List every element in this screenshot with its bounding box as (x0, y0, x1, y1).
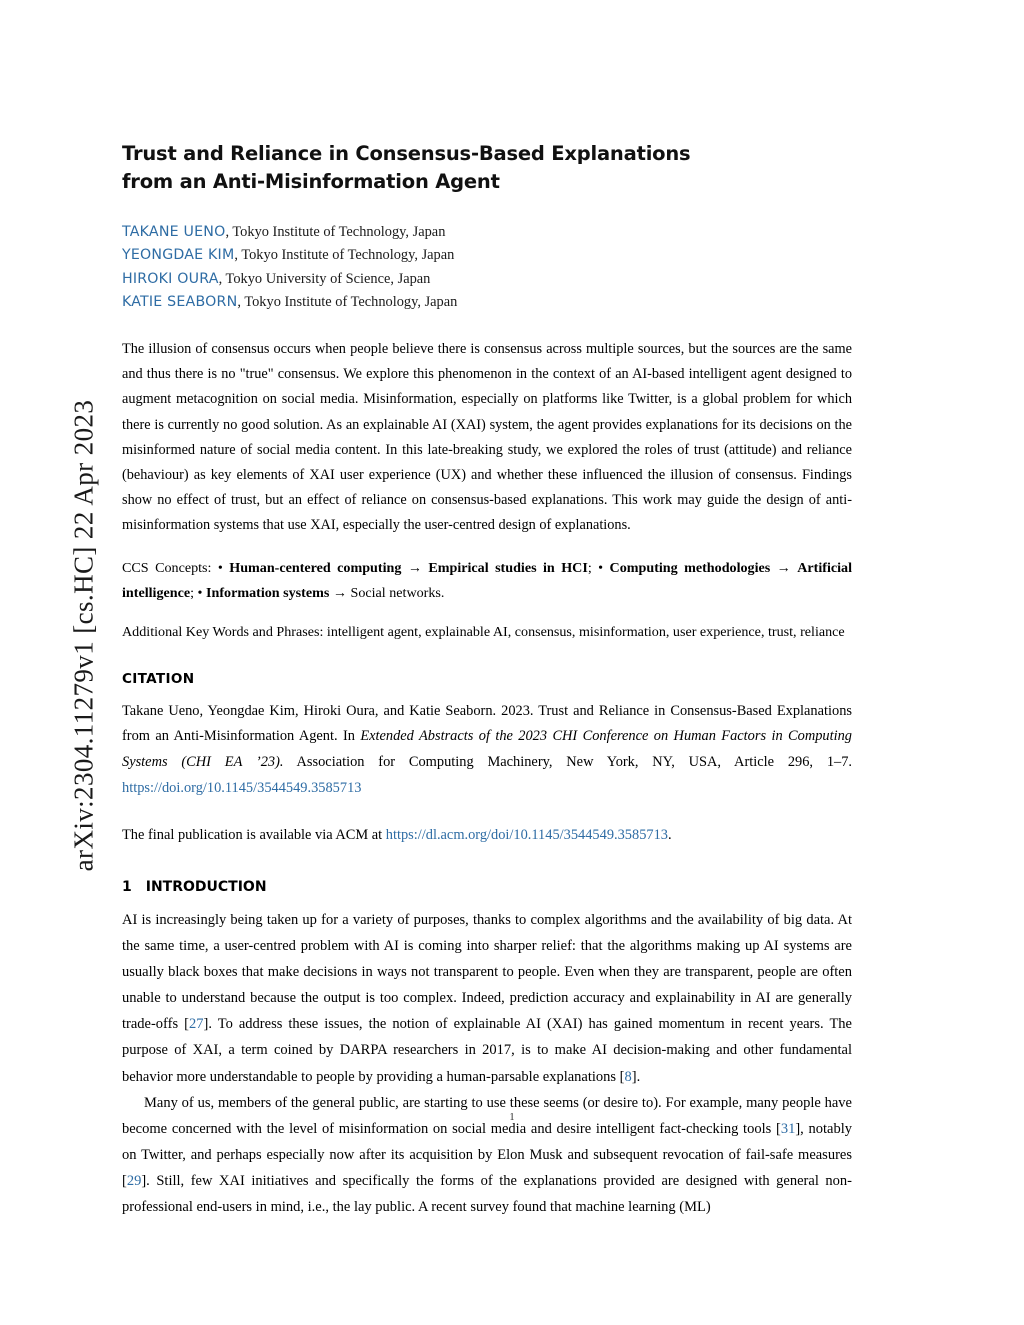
author-affiliation: , Tokyo Institute of Technology, Japan (234, 247, 455, 264)
availability-suffix: . (667, 827, 672, 844)
citation-heading: CITATION (122, 670, 195, 687)
author-name: HIROKI OURA (122, 270, 219, 287)
citation-ref[interactable]: 31 (780, 1120, 796, 1137)
citation-ref[interactable]: 29 (126, 1172, 142, 1189)
abstract: The illusion of consensus occurs when people believe there is consensus across multiple sources, but the sources are the same and thus there is no "true" consensus. We explore this phenomenon in the context of an AI-based intelligent agent designed to augment metacognition on social media. Misinformation, especially on platforms like Twitter, is a global problem for which there is currently no good solution. As an explainable AI (XAI) system, the agent provides explanations for its decisions on the misinformed nature of social media content. In this late-breaking study, we explored the roles of trust (attitude) and reliance (behaviour) as key elements of XAI user experience (UX) and whether these influenced the illusion of consensus. Findings show no effect of trust, but an effect of reliance on consensus-based explanations. This work may guide the design of anti-misinformation systems that use XAI, especially the user-centred design of explanations. (122, 341, 852, 534)
acm-link[interactable]: https://dl.acm.org/doi/10.1145/3544549.3585713 (385, 827, 668, 844)
author-entry (122, 268, 852, 292)
author-list (122, 221, 852, 316)
author-affiliation: , Tokyo Institute of Technology, Japan (237, 294, 458, 311)
section-number: 1 (122, 878, 132, 895)
section-heading-introduction (122, 879, 852, 895)
ccs-term: Information systems (206, 584, 330, 601)
par2-text-b: ], notably on Twitter, and perhaps especially now after its acquisition by Elon Musk and subsequent revocation of fail-safe measures [ (122, 1120, 852, 1189)
par2-text-c: ]. Still, few XAI initiatives and specifically the forms of the explanations provided are designed with general non-professional end-users in mind, i.e., the lay public. A recent survey found that machine learning (ML) (122, 1172, 852, 1215)
citation-venue: Extended Abstracts of the 2023 CHI Conference on Human Factors in Computing Systems (CHI EA ’23). (122, 728, 852, 771)
ccs-separator: ; • (190, 584, 207, 601)
par1-text-b: ]. To address these issues, the notion of explainable AI (XAI) has gained momentum in recent years. The purpose of XAI, a term coined by DARPA researchers in 2017, is to make AI decision-making and other fundamental behavior more understandable to people by providing a human-parsable explanations [ (122, 1016, 852, 1085)
keywords (122, 621, 852, 645)
ccs-concepts (122, 556, 852, 604)
author-affiliation: , Tokyo Institute of Technology, Japan (225, 223, 446, 240)
ccs-term: Computing methodologies (609, 560, 771, 577)
paragraph-intro-1 (122, 907, 852, 1090)
ccs-separator: ; • (587, 560, 610, 577)
author-affiliation: , Tokyo University of Science, Japan (218, 270, 431, 287)
availability-note (122, 823, 852, 849)
keywords-label: Additional Key Words and Phrases: (122, 623, 327, 640)
par1-text-c: ]. (631, 1068, 641, 1085)
paper-page (122, 140, 852, 1220)
ccs-plain: Social networks. (350, 584, 445, 601)
page-title: Trust and Reliance in Consensus-Based Explanations from an Anti-Misinformation Agent (122, 142, 691, 194)
citation-part-1: Takane Ueno, Yeongdae Kim, Hiroki Oura, and Katie Seaborn. 2023. Trust and Reliance in Consensus-Based Explanations from an Anti-Misinformation Agent. In (122, 702, 852, 745)
ccs-subterm: Artificial intelligence (122, 560, 853, 601)
ccs-arrow: → (329, 584, 351, 601)
ccs-prefix: CCS Concepts: • (122, 560, 230, 577)
citation-text (122, 699, 852, 802)
availability-prefix: The final publication is available via ACM at (122, 827, 386, 844)
author-name: KATIE SEABORN (122, 294, 238, 311)
author-entry (122, 291, 852, 315)
citation-ref[interactable]: 8 (624, 1068, 632, 1085)
doi-link[interactable]: https://doi.org/10.1145/3544549.3585713 (122, 779, 362, 796)
paragraph-intro-2 (122, 1090, 852, 1220)
ccs-arrow: → (770, 560, 798, 577)
par1-text-a: AI is increasingly being taken up for a variety of purposes, thanks to complex algorithms and the availability of big data. At the same time, a user-centred problem with AI is coming into sharper relief: that the algorithms making up AI systems are usually black boxes that make decisions in ways not transparent to people. Even when they are transparent, people are often unable to understand because the output is too complex. Indeed, prediction accuracy and explainability in AI are generally trade-offs [ (122, 911, 852, 1033)
page-number: 1 (509, 1112, 515, 1123)
author-name: YEONGDAE KIM (122, 247, 235, 264)
arxiv-stamp: arXiv:2304.11279v1 [cs.HC] 22 Apr 2023 (68, 399, 99, 872)
author-name: TAKANE UENO (122, 223, 226, 240)
ccs-term: Human-centered computing (229, 560, 402, 577)
author-entry (122, 244, 852, 268)
keywords-values: intelligent agent, explainable AI, consensus, misinformation, user experience, trust, reliance (326, 623, 845, 640)
citation-ref[interactable]: 27 (188, 1016, 204, 1033)
ccs-arrow: → (401, 560, 429, 577)
par2-text-a: Many of us, members of the general public, are starting to use these seems (or desire to). For example, many people have become concerned with the level of misinformation on social media and desire intelligent fact-checking tools [ (122, 1094, 852, 1137)
section-title: INTRODUCTION (145, 878, 267, 895)
author-entry (122, 221, 852, 245)
citation-part-2: Association for Computing Machinery, New York, NY, USA, Article 296, 1–7. (283, 754, 853, 771)
ccs-subterm: Empirical studies in HCI (428, 560, 588, 577)
